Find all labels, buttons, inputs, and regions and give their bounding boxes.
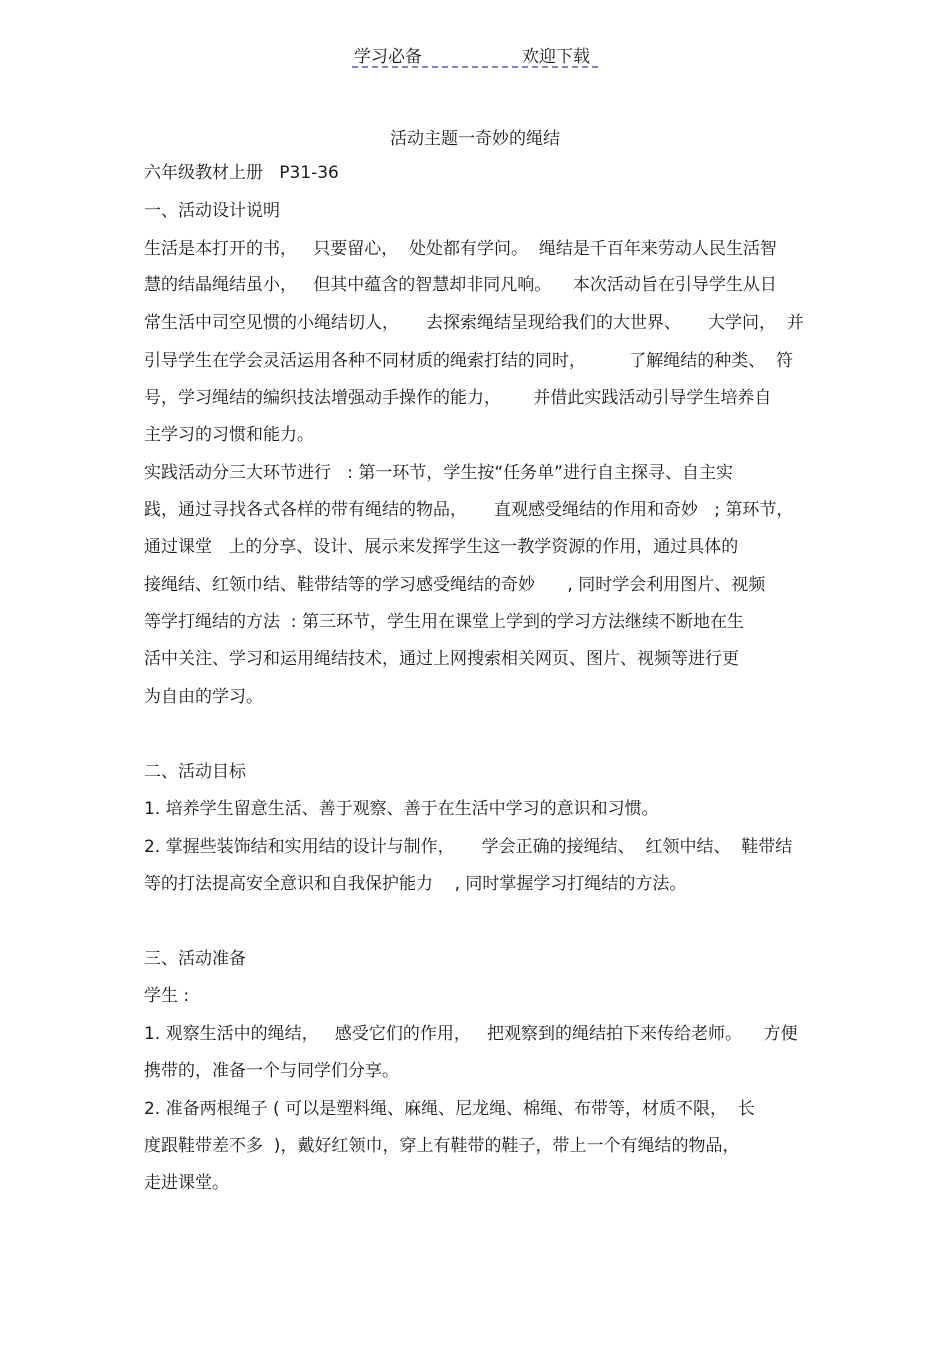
- preparation-subheading: 学生 :: [144, 986, 190, 1006]
- page-header: [352, 40, 598, 68]
- section-heading-design: 一、活动设计说明: [144, 201, 280, 221]
- paragraph-line: 活中关注、学习和运用绳结技术，通过上网搜索相关网页、图片、视频等进行更: [144, 649, 739, 669]
- goal-item: 2. 掌握些装饰结和实用结的设计与制作， 学会正确的接绳结、 红领中结、 鞋带结: [144, 837, 793, 857]
- paragraph-line: 生活是本打开的书， 只要留心， 处处都有学问。 绳结是千百年来劳动人民生活智: [144, 239, 777, 259]
- paragraph-line: 践，通过寻找各式各样的带有绳结的物品， 直观感受绳结的作用和奇妙 ; 第环节，: [144, 500, 794, 520]
- textbook-reference: 六年级教材上册 P31-36: [144, 163, 339, 183]
- paragraph-line: 常生活中司空见惯的小绳结切人， 去探索绳结呈现给我们的大世界、 大学问， 并: [144, 313, 804, 333]
- paragraph-line: 号，学习绳结的编织技法增强动手操作的能力， 并借此实践活动引导学生培养自: [144, 388, 772, 408]
- goal-item: 1. 培养学生留意生活、善于观察、善于在生活中学习的意识和习惯。: [144, 799, 659, 819]
- header-left-text: 学习必备: [354, 47, 422, 67]
- paragraph-line: 实践活动分三大环节进行 : 第一环节，学生按“任务单”进行自主探寻、自主实: [144, 463, 733, 483]
- preparation-item: 1. 观察生活中的绳结， 感受它们的作用， 把观察到的绳结拍下来传给老师。 方便: [144, 1024, 798, 1044]
- paragraph-line: 接绳结、红领巾结、鞋带结等的学习感受绳结的奇妙 , 同时学会利用图片、视频: [144, 575, 766, 595]
- paragraph-line: 为自由的学习。: [144, 687, 263, 707]
- paragraph-line: 等学打绳结的方法 : 第三环节，学生用在课堂上学到的学习方法继续不断地在生: [144, 612, 744, 632]
- document-title: 活动主题一奇妙的绳结: [390, 129, 560, 149]
- preparation-item: 2. 准备两根绳子 ( 可以是塑料绳、麻绳、尼龙绳、棉绳、布带等，材质不限， 长: [144, 1099, 755, 1119]
- section-heading-preparation: 三、活动准备: [144, 949, 246, 969]
- preparation-item-continued: 度跟鞋带差不多 )，戴好红领巾，穿上有鞋带的鞋子，带上一个有绳结的物品，: [144, 1136, 740, 1156]
- paragraph-line: 主学习的习惯和能力。: [144, 425, 314, 445]
- goal-item-continued: 等的打法提高安全意识和自我保护能力 , 同时掌握学习打绳结的方法。: [144, 874, 687, 894]
- preparation-item-continued: 走进课堂。: [144, 1173, 229, 1193]
- paragraph-line: 通过课堂 上的分享、设计、展示来发挥学生这一教学资源的作用，通过具体的: [144, 537, 739, 557]
- paragraph-line: 慧的结晶绳结虽小， 但其中蕴含的智慧却非同凡响。 本次活动旨在引导学生从日: [144, 275, 777, 295]
- preparation-item-continued: 携带的，准备一个与同学们分享。: [144, 1061, 399, 1081]
- section-heading-goals: 二、活动目标: [144, 762, 246, 782]
- header-right-text: 欢迎下载: [522, 47, 590, 67]
- paragraph-line: 引导学生在学会灵活运用各种不同材质的绳索打结的同时， 了解绳结的种类、 符: [144, 351, 794, 371]
